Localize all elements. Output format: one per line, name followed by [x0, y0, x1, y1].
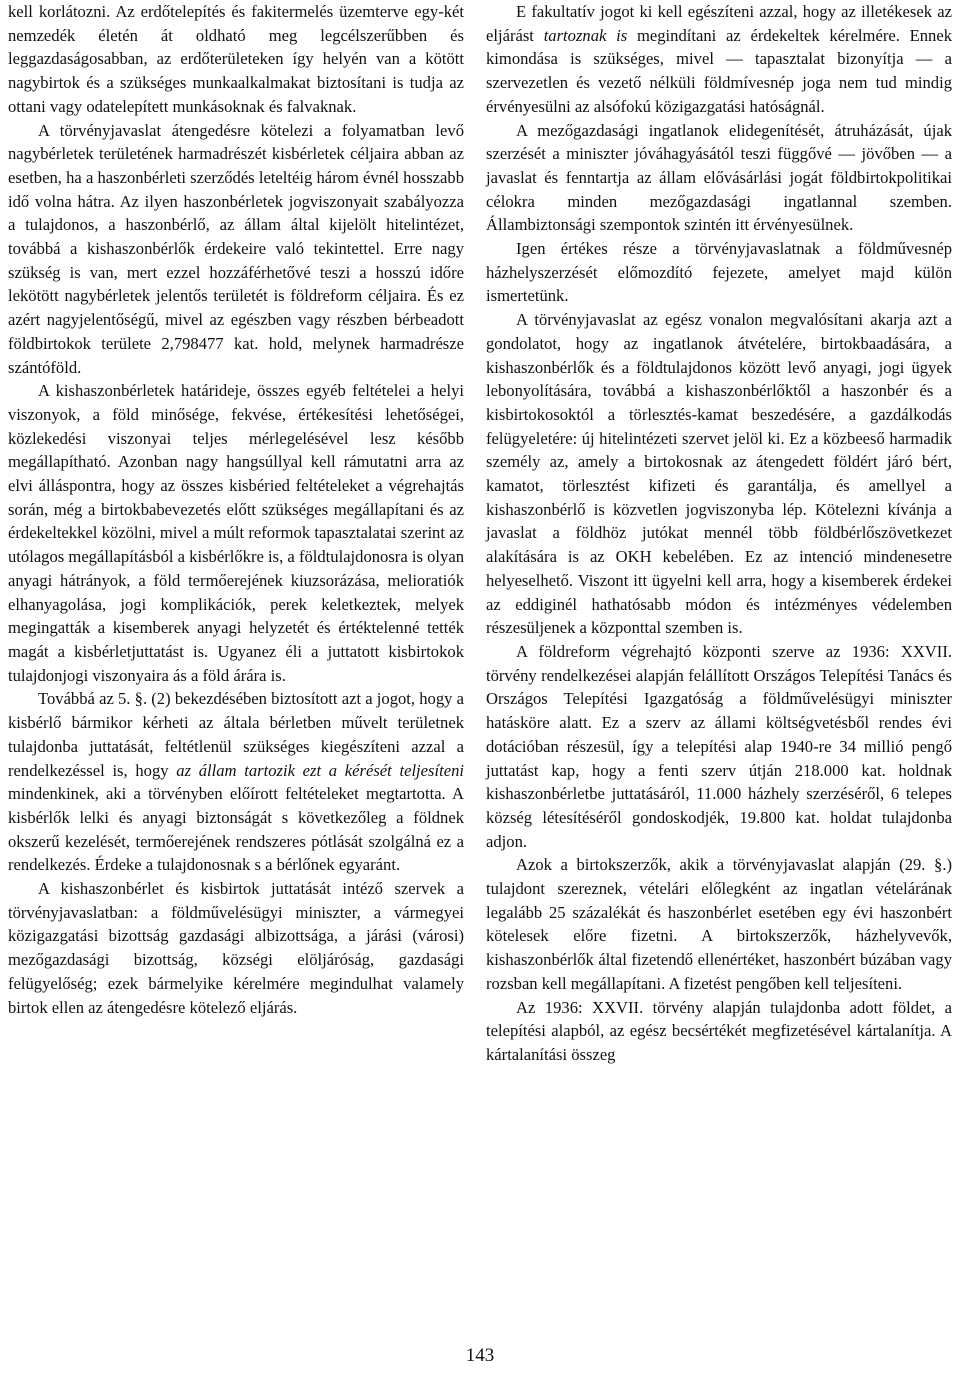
text-segment: A törvényjavaslat átengedésre kötelezi a folyamatban levő nagybérletek területének harmadrészét kisbérletek céljaira abban az esetben, ha a haszonbérleti szerződés leteltéig három évnél hosszabb idő volna hátra. Az ilyen haszonbérletek jogviszonyait szabályozza a tulajdonos, a haszonbérlő, az állam által kijelölt hitelintézet, továbbá a kishaszonbérlők érdekeire való tekintettel. Erre nagy szükség is van, mert ezzel hozzáférhetővé teszi a hosszú időre lekötött nagybérletek jelentős területét is földreform céljaira. És ez azért nagyjelentőségű, mivel az egészben vagy részben bérbeadott földbirtokok területe 2,798477 kat. hold, melynek harmadrésze szántóföld. [8, 120, 464, 377]
body-paragraph [8, 119, 464, 380]
text-segment: kell korlátozni. Az erdőtelepítés és fakitermelés üzemterve egy-két nemzedék életén át oldható meg legcélszerűbben és leggazdaságosabban, az erdőterületeken így helyén van a kötött nagybirtok és a szükséges munkaalkalmakat biztosítani is tudja az ottani vagy odatelepített munkásoknak és falvaknak. [8, 2, 464, 116]
text-segment: Igen értékes része a törvényjavaslatnak a földművesnép házhelyszerzését előmozdító fejezete, amelyet majd külön ismertetünk. [486, 239, 952, 306]
text-segment: A földreform végrehajtó központi szerve az 1936: XXVII. törvény rendelkezései alapján felállított Országos Telepítési Tanács és Országos Telepítési Igazgatóság a földművelésügyi miniszter hatásköre alatt. Ez a szerv az állami költségvetésből rendes évi dotációban részesül, így a telepítési alap 1940-re 34 millió pengő juttatást kap, hogy a fenti szerv útján 218.000 kat. holdnak kishaszonbérletbe juttatásáról, 11.000 házhely szerzéséről, 6 telepes község létesítéséről gondoskodjék, 19.800 kat. holdat tulajdonba adjon. [486, 641, 952, 851]
emphasized-text: tartoznak is [543, 25, 628, 45]
text-segment: E fakultatív jogot ki kell egészíteni azzal, hogy az illetékesek az eljárást [486, 2, 952, 45]
body-paragraph [8, 687, 464, 877]
emphasized-text: az állam tartozik ezt a kérését teljesíteni [176, 760, 464, 780]
text-segment: A kishaszonbérletek határideje, összes egyéb feltételei a helyi viszonyok, a föld minősége, fekvése, értékesítési lehetőségei, közlekedési viszonyai teljes mérlegelésével lesz később megállapítható. Azonban nagy hangsúllyal kell rámutatni arra az elvi álláspontra, hogy az összes kisbéried feltételeket a végrehajtás során, még a birtokbabevezetés előtt szükséges megállapítani és az érdekeltekkel közölni, mivel a múlt reformok tapasztalatai szerint az utólagos megállapításból a kisbérlőkre is, a földtulajdonosra is olyan anyagi hátrányok, a föld termőerejének kiuzsorázása, melioratiók elhanyagolása, jogi komplikációk, perek keletkeztek, melyek megingatták a kisemberek anyagi helyzetét és értéktelenné tették magát a kisbérletjuttatást is. Ugyanez éli a juttatott kisbirtokok tulajdonjogi viszonyaira ás a föld árára is. [8, 381, 464, 685]
body-paragraph [486, 0, 952, 119]
body-paragraph [486, 996, 952, 1067]
text-segment: A kishaszonbérlet és kisbirtok juttatását intéző szervek a törvényjavaslatban: a földművelésügyi miniszter, a vármegyei közigazgatási bizottság gazdasági albizottsága, a járási (városi) mezőgazdasági bizottság, községi elöljáróság, gazdasági felügyelőség; ezek bármelyike kérelmére megindulhat valamely birtok ellen az átengedésre kötelező eljárás. [8, 879, 464, 1017]
text-segment: Továbbá az 5. §. (2) bekezdésében biztosított azt a jogot, hogy a kisbérlő bármikor kérheti az általa bérletben művelt területnek tulajdonba juttatását, feltétlenül szükséges kiegészíteni azzal a rendelkezéssel is, hogy [8, 689, 464, 780]
left-column [8, 0, 464, 1019]
body-paragraph [486, 640, 952, 853]
body-paragraph [8, 877, 464, 1019]
right-column [486, 0, 952, 1067]
text-segment: A törvényjavaslat az egész vonalon megvalósítani akarja azt a gondolatot, hogy az ingatlanok átvételére, birtokbaadására, a kishaszonbérlők és a földtulajdonos között levő anyagi, jogi ügyek lebonyolítására, továbbá a kishaszonbérlőktől a haszonbér és a kisbirtokosoktól a törlesztés-kamat beszedésére, a gazdálkodás felügyeletére: új hitelintézeti szervet jelöl ki. Ez a közbeeső harmadik személy az, amely a birtokosnak az átengedett földért járó bért, kamatot, törlesztést kifizeti és garantálja, és amellyel a kishaszonbérlő is közvetlen jogviszonyba lép. Kötelezni kívánja a javaslat a földhöz jutókat mennél több földbérlőszövetkezet alakítására is az OKH kebelében. Ez az intenció mindenesetre helyeselhető. Viszont itt ügyelni kell arra, hogy a kisemberek érdekei az eddiginél hathatósabb módon és intézményes védelemben részesüljenek a központtal szemben is. [486, 310, 952, 638]
body-paragraph [486, 308, 952, 640]
text-segment: Azok a birtokszerzők, akik a törvényjavaslat alapján (29. §.) tulajdont szereznek, vételári előlegként az ingatlan vételárának legalább 25 százalékát és haszonbérlet esetében egy évi haszonbért kötelesek előre fizetni. A birtokszerzők, házhelyvevők, kishaszonbérlők által fizetendő ellenértéket, haszonbért búzában vagy rozsban kell megállapítani. A fizetést pengőben kell teljesíteni. [486, 855, 952, 993]
text-segment: A mezőgazdasági ingatlanok elidegenítését, átruházását, újak szerzését a miniszter jóváhagyásától teszi függővé — jövőben — a javaslat és fenntartja az állam elővásárlási jogát földbirtokpolitikai célokra minden mezőgazdasági ingatlannal szemben. Állambiztonsági szempontok szintén itt érvényesülnek. [486, 120, 952, 235]
page-number: 143 [465, 1345, 495, 1366]
text-segment: mindenkinek, aki a törvényben előírott feltételeket megtartotta. A kisbérlők lelki és anyagi biztonságát s következőleg a földnek okszerű kezelését, termőerejének rendszeres pótlását szolgálná ez a rendelkezés. Érdeke a tulajdonosnak s a bérlőnek egyaránt. [8, 784, 464, 875]
body-paragraph [486, 119, 952, 238]
body-paragraph [486, 237, 952, 308]
body-paragraph [8, 379, 464, 687]
text-segment: Az 1936: XXVII. törvény alapján tulajdonba adott földet, a telepítési alapból, az egész becsértékét megfizetésével kártalanítja. A kártalanítási összeg [486, 997, 952, 1064]
body-paragraph [486, 853, 952, 995]
text-segment: megindítani az érdekeltek kérelmére. Ennek kimondása is szükséges, mivel — tapasztalat bizonyítja — a szervezetlen és vezető nélküli földmívesnép joga nem tud mindig érvényesülni az alsófokú közigazgatási hatóságnál. [486, 25, 953, 116]
continued-paragraph [8, 0, 464, 119]
